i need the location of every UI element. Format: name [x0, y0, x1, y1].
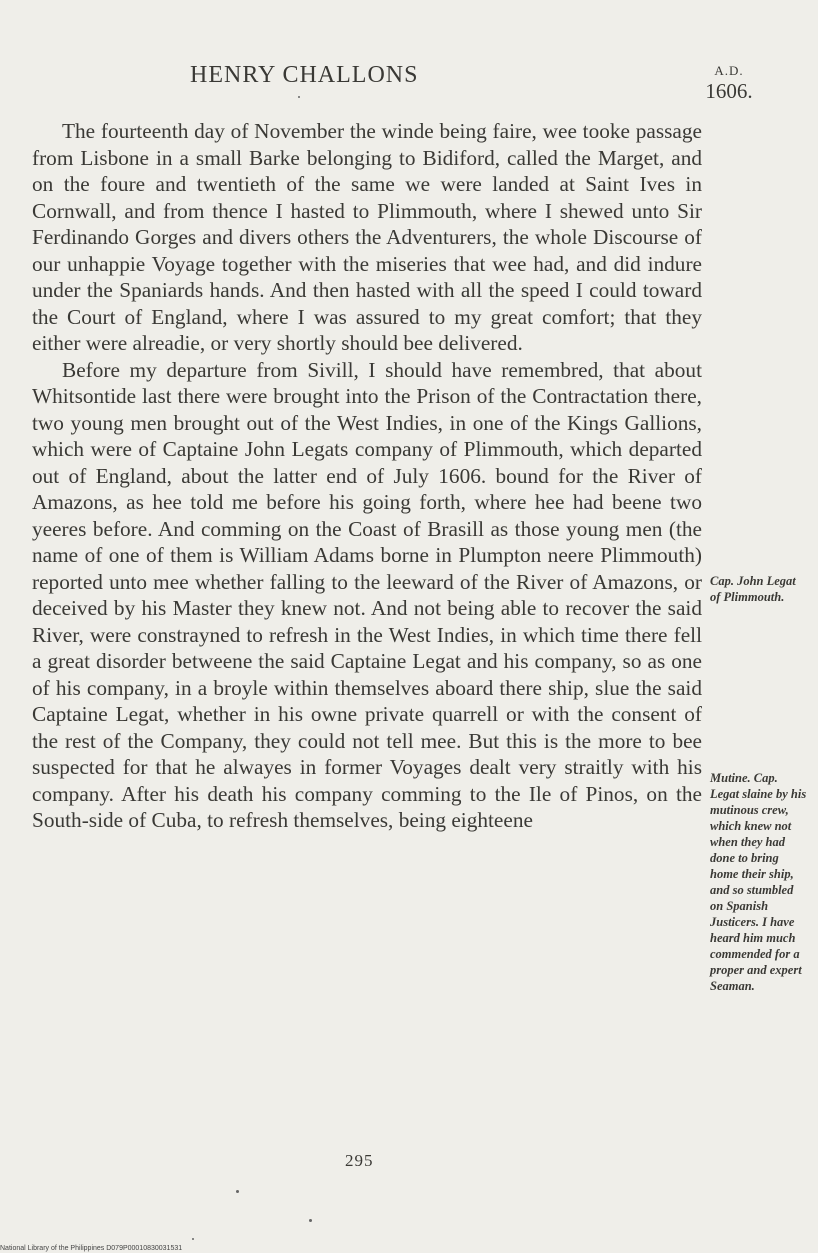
footer-credit: National Library of the Philippines D079P00010830031531 [0, 1245, 183, 1252]
paragraph: Before my departure from Sivill, I should have remembred, that about Whitsontide last there were brought into the Prison of the Contractation there, two young men brought out of the West Indies, in one of the Kings Gallions, which were of Captaine John Legats company of Plimmouth, which departed out of England, about the latter end of July 1606. bound for the River of Amazons, as hee told me before his going forth, where hee had beene two yeeres before. And comming on the Coast of Brasill as those young men (the name of one of them is William Adams borne in Plumpton neere Plimmouth) reported unto mee whether falling to the leeward of the River of Amazons, or deceived by his Master they knew not. And not being able to recover the said River, were constrayned to refresh in the West Indies, in which time there fell a great disorder betweene the said Captaine Legat and his company, so as one of his company, in a broyle within themselves aboard there ship, slue the said Captaine Legat, whether in his owne private quarrell or with the consent of the rest of the Company, they could not tell mee. But this is the more to bee suspected for that he alwayes in former Voyages dealt very straitly with his company. After his death his company comming to the Ile of Pinos, on the South-side of Cuba, to refresh themselves, being eighteene [32, 357, 702, 832]
print-speck [192, 1238, 194, 1240]
print-speck [309, 1219, 312, 1222]
year-label: 1606. [705, 78, 753, 103]
page-title: HENRY CHALLONS [190, 62, 419, 88]
print-speck [298, 96, 300, 98]
year-block [698, 64, 760, 103]
body-text [32, 118, 702, 834]
margin-note: Cap. John Legat of Plimmouth. [710, 574, 796, 604]
era-label: A.D. [714, 63, 744, 78]
page-number: 295 [345, 1151, 374, 1170]
print-speck [236, 1190, 239, 1193]
margin-note: Mutine. Cap. Legat slaine by his mutinous crew, which knew not when they had done to bring home their ship, and so stumbled on Spanish Justicers. I have heard him much commended for a proper and expert Seaman. [710, 771, 807, 993]
paragraph: The fourteenth day of November the winde being faire, wee tooke passage from Lisbone in a small Barke belonging to Bidiford, called the Marget, and on the foure and twentieth of the same we were landed at Saint Ives in Cornwall, and from thence I hasted to Plimmouth, where I shewed unto Sir Ferdinando Gorges and divers others the Adventurers, the whole Discourse of our unhappie Voyage together with the miseries that wee had, and did indure under the Spaniards hands. And then hasted with all the speed I could toward the Court of England, where I was assured to my great comfort; that they either were alreadie, or very shortly should bee delivered. [32, 119, 702, 355]
